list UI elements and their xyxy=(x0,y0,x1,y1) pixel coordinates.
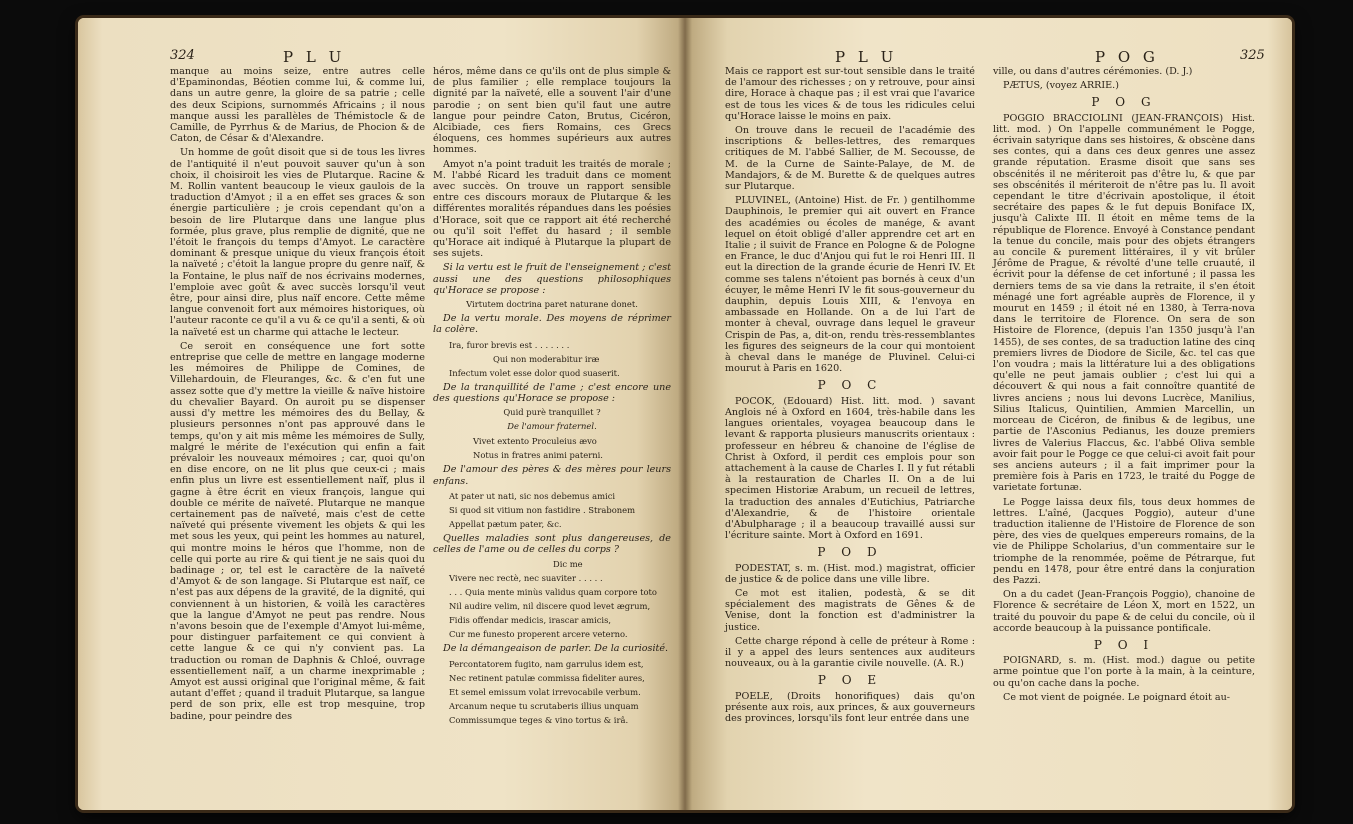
latin-quote: Nec retinent patulæ commissa fideliter aures, xyxy=(449,672,645,683)
entry-poele: POELE, (Droits honorifiques) dais qu'on présente aux rois, aux princes, & aux gouverneurs des provinces, lorsqu'ils font leur entrée dans une xyxy=(725,690,975,724)
running-head-left: P L U xyxy=(283,48,346,66)
section-letter: P O G xyxy=(1091,95,1157,110)
paragraph: Si la vertu est le fruit de l'enseignement ; c'est aussi une des questions philosophiques qu'Horace se propose : xyxy=(433,262,671,296)
section-heading: De l'amour des pères & des mères pour leurs enfans. xyxy=(433,464,671,487)
section-heading: De la démangeaison de parler. De la curiosité. xyxy=(443,643,669,655)
paragraph: manque au moins seize, entre autres celle d'Epaminondas, Béotien comme lui, & comme lui, dans un autre genre, la gloire de sa patrie ; celle des deux Scipions, surnommés Africains ; il nous manque aussi les parallèles de Thémistocle & de Camille, de Pyrrhus & de Marius, de Phocion & de Caton, de César & d'Alexandre. xyxy=(170,66,425,145)
paragraph: héros, même dans ce qu'ils ont de plus simple & de plus familier ; elle remplace toujours la dignité par la naïveté, elle a souvent l'air d'une parodie ; on sent bien qu'il faut une autre langue pour peindre Caton, Brutus, Cicéron, Alcibiade, ces fiers Romains, ces Grecs éloquens, ces hommes supérieurs aux autres hommes. xyxy=(433,66,671,156)
latin-quote: Arcanum neque tu scrutaberis illius unquam xyxy=(449,700,639,711)
section-letter: P O E xyxy=(817,673,883,688)
left-page xyxy=(78,18,685,810)
latin-quote: Nil audire velim, nil discere quod levet ægrum, xyxy=(449,601,651,612)
right-column-1 xyxy=(725,66,975,727)
entry-pluvinel: PLUVINEL, (Antoine) Hist. de Fr. ) gentilhomme Dauphinois, le premier qui ait ouvert en France des académies ou écoles de manége, & avant lequel on étoit obligé d'aller apprendre cet art en Italie ; il suivit de France en Pologne & de Pologne en France, le duc d'Anjou qui fut le roi Henri III. Il eut la direction de la grande écurie de Henri IV. Et comme ses talens n'étoient pas bornés à ceux d'un écuyer, le même Henri IV le fit sous-gouverneur du dauphin, depuis Louis XIII, & l'envoya en ambassade en Hollande. On a de lui l'art de monter à cheval, ouvrage dans lequel le graveur Crispin de Pas, a, dit-on, rendu très-ressemblantes les figures des seigneurs de la cour qui montoient à cheval dans le manége de Pluvinel. Celui-ci mourut à Paris en 1620. xyxy=(725,195,975,375)
open-book xyxy=(78,18,1292,810)
page-number-right: 325 xyxy=(1240,48,1265,63)
running-head-right: P O G xyxy=(1095,48,1159,66)
paragraph: Un homme de goût disoit que si de tous les livres de l'antiquité il n'eut pouvoit sauver qu'un à son choix, il choisiroit les vies de Plutarque. Racine & M. Rollin vantent beaucoup le vieux gaulois de la traduction d'Amyot ; il a en effet ses graces & son énergie particulière ; je crois cependant qu'on a besoin de lire Plutarque dans une langue plus formée, plus grave, plus remplie de dignité, que ne l'étoit le françois du temps d'Amyot. Le caractère dominant & presque unique du vieux françois étoit la naïveté ; c'étoit la langue propre du genre naïf, & la Fontaine, le plus naïf de nos écrivains modernes, l'emploie avec goût & avec succès lorsqu'il veut être, pour ainsi dire, plus naïf encore. Cette même langue convenoit fort aux mémoires historiques, où l'auteur raconte ce qu'il a vu & ce qu'il a senti, & où la naïveté est un charme qui attache le lecteur. xyxy=(170,147,425,338)
latin-quote: Qui non moderabitur iræ xyxy=(493,353,600,364)
paragraph: Ce mot est italien, podestà, & se dit spécialement des magistrats de Gênes & de Venise, dont la fonction est d'administrer la justice. xyxy=(725,587,975,633)
section-heading: De l'amour fraternel. xyxy=(507,421,597,432)
entry-pocock: POCOK, (Edouard) Hist. litt. mod. ) savant Anglois né à Oxford en 1604, très-habile dans les langues orientales, voyagea beaucoup dans le levant & rapporta plusieurs manuscrits orientaux : professeur en hébreu & chanoine de l'église de Christ à Oxford, il perdit ces emplois pour son attachement à la cause de Charles I. Il y fut rétabli à la restauration de Charles II. On a de lui specimen Historiæ Arabum, un recueil de lettres, la traduction des annales d'Eutichius, Patriarche d'Alexandrie, & de l'histoire orientale d'Abulpharage ; il a beaucoup travaillé aussi sur l'écriture sainte. Mort à Oxford en 1691. xyxy=(725,395,975,542)
section-heading: De la tranquillité de l'ame ; c'est encore une des questions qu'Horace se propose : xyxy=(433,381,671,404)
right-page xyxy=(685,18,1292,810)
latin-quote: Si quod sit vitium non fastidire . Strabonem xyxy=(449,504,636,515)
paragraph: ville, ou dans d'autres cérémonies. (D. J.) xyxy=(993,66,1193,77)
entry-poignard: POIGNARD, s. m. (Hist. mod.) dague ou petite arme pointue que l'on porte à la main, à la ceinture, ou qu'on cache dans la poche. xyxy=(993,655,1255,689)
latin-quote: Quid purè tranquillet ? xyxy=(503,407,601,418)
book-gutter xyxy=(678,18,692,810)
paragraph: Mais ce rapport est sur-tout sensible dans le traité de l'amour des richesses ; on y retrouve, pour ainsi dire, Horace à chaque pas ; il est vrai que l'avarice est de tous les vices & de tous les ridicules celui qu'Horace laisse le moins en paix. xyxy=(725,66,975,122)
latin-quote: Commissumque teges & vino tortus & irâ. xyxy=(449,714,629,725)
latin-quote: Et semel emissum volat irrevocabile verbum. xyxy=(449,686,641,697)
entry-podestat: PODESTAT, s. m. (Hist. mod.) magistrat, officier de justice & de police dans une ville libre. xyxy=(725,562,975,585)
page-number-left: 324 xyxy=(170,48,195,63)
section-letter: P O I xyxy=(1093,637,1155,652)
latin-quote: Percontatorem fugito, nam garrulus idem est, xyxy=(449,658,644,669)
latin-quote: Vivere nec rectè, nec suaviter . . . . . xyxy=(449,573,603,584)
paragraph: On trouve dans le recueil de l'académie des inscriptions & belles-lettres, des remarques critiques de M. l'abbé Sallier, de M. Secousse, de M. de la Curne de Sainte-Palaye, de M. de Mandajors, & de M. Burette & de quelques autres sur Plutarque. xyxy=(725,125,975,193)
latin-quote: Cur me funesto properent arcere veterno. xyxy=(449,629,628,640)
running-head-center: P L U xyxy=(835,48,898,66)
latin-quote: Notus in fratres animi paterni. xyxy=(473,450,603,461)
paragraph: Le Pogge laissa deux fils, tous deux hommes de lettres. L'aîné, (Jacques Poggio), auteur d'une traduction italienne de l'Histoire de Florence de son père, des vies de quelques empereurs romains, de la vie de Philippe Scholarius, d'un commentaire sur le triomphe de la renommée, poëme de Pétrarque, fut pendu en 1478, pour être entré dans la conjuration des Pazzi. xyxy=(993,496,1255,586)
section-heading: De la vertu morale. Des moyens de réprimer la colère. xyxy=(433,313,671,336)
right-column-2 xyxy=(993,66,1255,706)
latin-quote: Dic me xyxy=(553,559,583,570)
paragraph: Ce mot vient de poignée. Le poignard étoit au- xyxy=(1003,691,1231,703)
latin-quote: Fidis offendar medicis, irascar amicis, xyxy=(449,615,612,626)
paragraph: On a du cadet (Jean-François Poggio), chanoine de Florence & secrétaire de Léon X, mort en 1522, un traité du pouvoir du pape & de celui du concile, où il accorde beaucoup à la puissance pontificale. xyxy=(993,589,1255,634)
entry-paetus: PÆTUS, (voyez ARRIE.) xyxy=(1003,80,1119,92)
latin-quote: Appellat pætum pater, &c. xyxy=(449,518,562,529)
section-letter: P O C xyxy=(817,378,883,393)
latin-quote: . . . Quia mente minùs validus quam corpore toto xyxy=(449,587,657,598)
latin-quote: Ira, furor brevis est . . . . . . . xyxy=(449,339,570,350)
paragraph: Cette charge répond à celle de préteur à Rome : il y a appel des leurs sentences aux auditeurs nouveaux, ou à la garantie civile nouvelle. (A. R.) xyxy=(725,635,975,670)
section-heading: Quelles maladies sont plus dangereuses, de celles de l'ame ou de celles du corps ? xyxy=(433,532,671,556)
paragraph: Ce seroit en conséquence une fort sotte entreprise que celle de mettre en langage moderne les mémoires de Philippe de Comines, de Villehardouin, de Fleuranges, &c. & c'en fut une assez sotte que d'y mettre la vieille & naïve histoire du chevalier Bayard. On auroit pu se dispenser aussi d'y mettre les mémoires des du Bellay, & plusieurs personnes n'ont pas approuvé dans le temps, qu'on y ait mis même les mémoires de Sully, malgré le mérite de l'exécution qui enfin a fait prévaloir les nouveaux mémoires ; car, quoi qu'on en dise encore, on ne lit plus que ceux-ci ; mais enfin plus un livre est essentiellement naïf, plus il gagne à être écrit en vieux françois, langue qui double ce mérite de naïveté. Plutarque ne manque certainement pas de naïveté, mais c'est de cette naïveté qui présente vivement les objets & qui les met sous les yeux, qui peint les hommes au naturel, qui montre moins le héros que l'homme, non de celle qui porte au rire & qui tient je ne sais quoi du badinage ; or, tel est le caractère de la naïveté d'Amyot & de son langage. Si Plutarque est naïf, ce n'est pas aux dépens de la gravité, de la dignité, qui conviennent à un historien, & voilà les caractères que la langue d'Amyot ne peut pas rendre. Nous n'avons besoin que de l'exemple d'Amyot lui-même, pour distinguer parfaitement ce qui convient à cette langue & ce qui n'y convient pas. La traduction ou roman de Daphnis & Chloé, ouvrage essentiellement naïf, a un charme inexprimable ; Amyot est aussi original que l'original même, & fait autant d'effet ; quand il traduit Plutarque, sa langue perd de son prix, elle est trop mesquine, trop badine, pour peindre des xyxy=(170,340,425,722)
latin-quote: Infectum volet esse dolor quod suaserit. xyxy=(449,367,620,378)
entry-poggio: POGGIO BRACCIOLINI (JEAN-FRANÇOIS) Hist. litt. mod. ) On l'appelle communément le Pogge, écrivain satyrique dans ses histoires, & obscène dans ses contes, qui a dans ces deux genres une assez grande réputation. Erasme disoit que sans ses obscénités il ne mériteroit pas d'être lu, & que par ses obscénités il mériteroit de n'être pas lu. Il avoit cependant le titre d'écrivain apostolique, il étoit secrétaire des papes & le fut depuis Boniface IX, jusqu'à Calixte III. Il étoit en même tems de la république de Florence. Envoyé à Constance pendant la tenue du concile, mais pour des objets étrangers au concile & purement littéraires, il y vit brûler Jérôme de Prague, & révolté d'une telle cruauté, il écrivit pour la défense de cet infortuné ; il passa les derniers tems de sa vie dans la retraite, il s'en étoit ménagé une fort agréable auprès de Florence, il y mourut en 1459 ; il étoit né en 1380, à Terra-nova dans le territoire de Florence. On sera de son Histoire de Florence, (depuis l'an 1350 jusqu'à l'an 1455), de ses contes, de sa traduction latine des cinq premiers livres de Diodore de Sicile, &c. tel cas que l'on voudra ; mais la littérature lui a des obligations qu'elle ne peut jamais oublier ; c'est lui qui a découvert & qui nous a fait connoître quantité de livres anciens ; nous lui devons Lucrèce, Manilius, Silius Italicus, Quintilien, Ammien Marcellin, un morceau de Cicéron, de finibus & de legibus, une partie de l'Asconius Pedianus, les douze premiers livres de Valerius Flaccus, &c. l'abbé Oliva semble avoir fait pour le Pogge ce que celui-ci avoit fait pour ses anciens auteurs ; il a fait imprimer pour la première fois à Paris en 1723, le traité du Pogge de varietate fortunæ. xyxy=(993,112,1255,494)
latin-quote: Vivet extento Proculeius ævo xyxy=(473,436,597,447)
left-column-1 xyxy=(170,66,425,725)
left-column-2 xyxy=(433,66,671,729)
latin-quote: At pater ut nati, sic nos debemus amici xyxy=(449,490,616,501)
paragraph: Amyot n'a point traduit les traités de morale ; M. l'abbé Ricard les traduit dans ce moment avec succès. On trouve un rapport sensible entre ces discours moraux de Plutarque & les différentes moralités répandues dans les poésies d'Horace, soit que ce rapport ait été recherché ou qu'il soit l'effet du hasard ; il semble qu'Horace ait indiqué à Plutarque la plupart de ses sujets. xyxy=(433,158,671,260)
section-letter: P O D xyxy=(817,545,883,560)
latin-quote: Virtutem doctrina paret naturane donet. xyxy=(466,299,638,310)
